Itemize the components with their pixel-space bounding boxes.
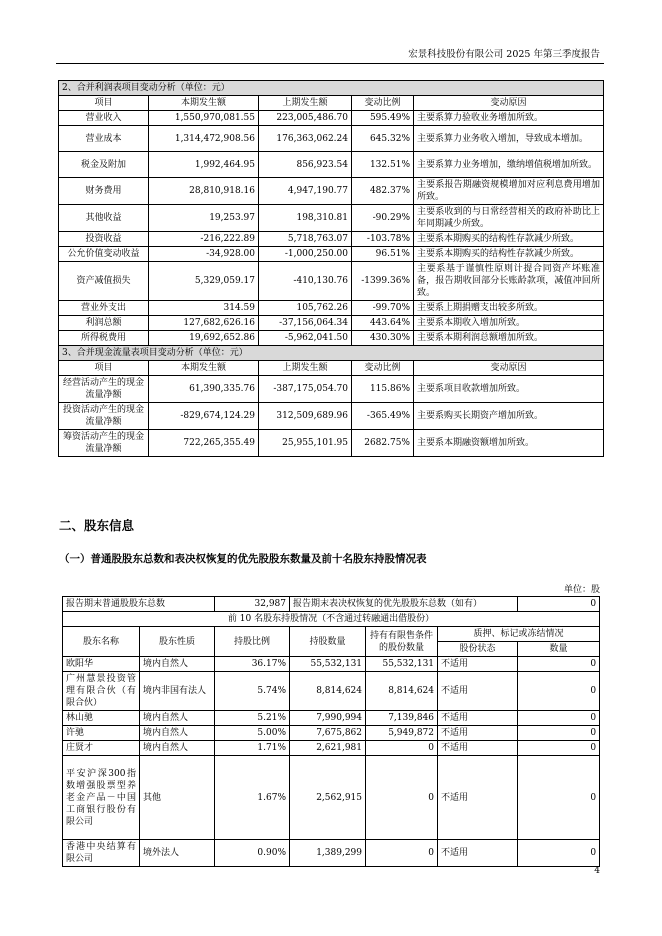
pledge-amount-cell: 0	[518, 672, 600, 711]
column-header: 数量	[518, 642, 600, 657]
change-ratio-cell: -99.70%	[352, 301, 414, 316]
prior-amount-cell: 198,310.81	[259, 205, 352, 232]
prior-amount-cell: -387,175,054.70	[259, 376, 352, 403]
reason-cell: 主要系上期捐赠支出较多所致。	[414, 301, 604, 316]
unit-label: 单位：股	[563, 585, 600, 595]
item-cell: 营业成本	[59, 126, 149, 152]
header-divider	[56, 63, 604, 64]
current-amount-cell: 19,253.97	[149, 205, 259, 232]
current-amount-cell: -829,674,124.29	[149, 403, 259, 430]
column-header: 上期发生额	[259, 361, 352, 376]
column-header: 股东名称	[63, 627, 140, 657]
item-cell: 资产减值损失	[59, 262, 149, 301]
report-header: 宏景科技股份有限公司 2025 年第三季度报告	[408, 49, 600, 60]
change-ratio-cell: -1399.36%	[352, 262, 414, 301]
shareholder-nature-cell: 境内自然人	[140, 711, 215, 726]
current-amount-cell: 1,550,970,081.55	[149, 111, 259, 126]
prior-amount-cell: 312,509,689.96	[259, 403, 352, 430]
item-cell: 其他收益	[59, 205, 149, 232]
shareholder-name-cell: 林山驰	[63, 711, 140, 726]
pledge-status-cell: 不适用	[438, 756, 518, 840]
reason-cell: 主要系基于谨慎性原则计提合同资产坏账准备，报告期收回部分长账龄款项，减值冲回所致。	[414, 262, 604, 301]
column-header: 上期发生额	[259, 96, 352, 111]
current-amount-cell: 19,692,652.86	[149, 331, 259, 346]
change-ratio-cell: 115.86%	[352, 376, 414, 403]
shareholder-subtitle: （一）普通股股东总数和表决权恢复的优先股股东数量及前十名股东持股情况表	[59, 553, 427, 565]
shareholder-name-cell: 欧阳华	[63, 657, 140, 672]
table-row	[59, 178, 604, 205]
current-amount-cell: 1,992,464.95	[149, 152, 259, 178]
change-ratio-cell: 430.30%	[352, 331, 414, 346]
shareholder-nature-cell: 境内非国有法人	[140, 672, 215, 711]
change-ratio-cell: 443.64%	[352, 316, 414, 331]
holding-ratio-cell: 0.90%	[215, 840, 290, 867]
current-amount-cell: 722,265,355.49	[149, 430, 259, 457]
shareholder-name-cell: 广州慧景投资管理有限合伙（有限合伙）	[63, 672, 140, 711]
table-row	[59, 430, 604, 457]
shareholder-name-cell: 许驰	[63, 726, 140, 741]
pledge-amount-cell: 0	[518, 726, 600, 741]
prior-amount-cell: 105,762.26	[259, 301, 352, 316]
shareholder-nature-cell: 境内自然人	[140, 741, 215, 756]
reason-cell: 主要系本期融资额增加所致。	[414, 430, 604, 457]
table-row	[59, 152, 604, 178]
change-ratio-cell: -103.78%	[352, 232, 414, 247]
prior-amount-cell: -410,130.76	[259, 262, 352, 301]
reason-cell: 主要系本期购买的结构性存款减少所致。	[414, 232, 604, 247]
prior-amount-cell: 176,363,062.24	[259, 126, 352, 152]
holding-qty-cell: 7,990,994	[290, 711, 366, 726]
column-header: 项目	[59, 361, 149, 376]
prior-amount-cell: 25,955,101.95	[259, 430, 352, 457]
shareholder-row	[63, 657, 600, 672]
item-cell: 经营活动产生的现金流量净额	[59, 376, 149, 403]
pledge-status-cell: 不适用	[438, 726, 518, 741]
holding-qty-cell: 8,814,624	[290, 672, 366, 711]
restricted-qty-cell: 0	[366, 840, 438, 867]
income-section-title: 2、合并利润表项目变动分析（单位：元）	[59, 81, 604, 96]
shareholder-section-title: 二、股东信息	[59, 518, 135, 533]
item-cell: 投资收益	[59, 232, 149, 247]
table-row	[59, 403, 604, 430]
shareholder-row	[63, 726, 600, 741]
holding-qty-cell: 55,532,131	[290, 657, 366, 672]
restricted-qty-cell: 5,949,872	[366, 726, 438, 741]
prior-amount-cell: -5,962,041.50	[259, 331, 352, 346]
table-row	[59, 126, 604, 152]
item-cell: 税金及附加	[59, 152, 149, 178]
change-ratio-cell: 2682.75%	[352, 430, 414, 457]
reason-cell: 主要系算力验收业务增加所致。	[414, 111, 604, 126]
shareholder-row	[63, 756, 600, 840]
table-row	[59, 376, 604, 403]
column-header: 项目	[59, 96, 149, 111]
shareholder-nature-cell: 境内自然人	[140, 657, 215, 672]
restricted-qty-cell: 55,532,131	[366, 657, 438, 672]
table-row	[59, 331, 604, 346]
column-header: 本期发生额	[149, 96, 259, 111]
column-header: 变动原因	[414, 96, 604, 111]
shareholder-row	[63, 672, 600, 711]
holding-qty-cell: 2,621,981	[290, 741, 366, 756]
table-row	[59, 316, 604, 331]
reason-cell: 主要系本期购买的结构性存款减少所致。	[414, 247, 604, 262]
current-amount-cell: 5,329,059.17	[149, 262, 259, 301]
pref-shareholders-label: 报告期末表决权恢复的优先股股东总数（如有）	[290, 597, 518, 612]
reason-cell: 主要系算力业务收入增加，导致成本增加。	[414, 126, 604, 152]
income-header-row	[59, 96, 604, 111]
column-header: 股份状态	[438, 642, 518, 657]
restricted-qty-cell: 8,814,624	[366, 672, 438, 711]
total-shareholders-label: 报告期末普通股股东总数	[63, 597, 215, 612]
item-cell: 所得税费用	[59, 331, 149, 346]
table-row	[59, 247, 604, 262]
shareholder-table	[62, 596, 600, 867]
holding-qty-cell: 1,389,299	[290, 840, 366, 867]
table-row	[59, 262, 604, 301]
holding-ratio-cell: 5.21%	[215, 711, 290, 726]
change-ratio-cell: 132.51%	[352, 152, 414, 178]
current-amount-cell: 61,390,335.76	[149, 376, 259, 403]
item-cell: 营业收入	[59, 111, 149, 126]
shareholder-name-cell: 庄贤才	[63, 741, 140, 756]
reason-cell: 主要系项目收款增加所致。	[414, 376, 604, 403]
reason-cell: 主要系购买长期资产增加所致。	[414, 403, 604, 430]
change-ratio-cell: 645.32%	[352, 126, 414, 152]
shareholder-row	[63, 711, 600, 726]
change-ratio-cell: 595.49%	[352, 111, 414, 126]
prior-amount-cell: 4,947,190.77	[259, 178, 352, 205]
current-amount-cell: -34,928.00	[149, 247, 259, 262]
column-header: 股东性质	[140, 627, 215, 657]
holding-ratio-cell: 5.00%	[215, 726, 290, 741]
reason-cell: 主要系本期收入增加所致。	[414, 316, 604, 331]
change-analysis-table	[58, 80, 604, 457]
pledge-amount-cell: 0	[518, 840, 600, 867]
column-header: 本期发生额	[149, 361, 259, 376]
column-header: 持有有限售条件的股份数量	[366, 627, 438, 657]
total-shareholders-value: 32,987	[215, 597, 290, 612]
current-amount-cell: -216,222.89	[149, 232, 259, 247]
restricted-qty-cell: 0	[366, 741, 438, 756]
pledge-amount-cell: 0	[518, 711, 600, 726]
reason-cell: 主要系收到的与日常经营相关的政府补助比上年同期减少所致。	[414, 205, 604, 232]
shareholder-name-cell: 平安沪深300指数增强股票型养老金产品－中国工商银行股份有限公司	[63, 756, 140, 840]
change-ratio-cell: 482.37%	[352, 178, 414, 205]
item-cell: 营业外支出	[59, 301, 149, 316]
reason-cell: 主要系算力业务增加，缴纳增值税增加所致。	[414, 152, 604, 178]
shareholder-nature-cell: 境外法人	[140, 840, 215, 867]
pledge-amount-cell: 0	[518, 657, 600, 672]
reason-cell: 主要系报告期融资规模增加对应利息费用增加所致。	[414, 178, 604, 205]
current-amount-cell: 127,682,626.16	[149, 316, 259, 331]
pledge-amount-cell: 0	[518, 741, 600, 756]
holding-ratio-cell: 1.67%	[215, 756, 290, 840]
pledge-status-cell: 不适用	[438, 711, 518, 726]
prior-amount-cell: 5,718,763.07	[259, 232, 352, 247]
change-ratio-cell: -365.49%	[352, 403, 414, 430]
shareholder-nature-cell: 境内自然人	[140, 726, 215, 741]
pledge-amount-cell: 0	[518, 756, 600, 840]
column-header: 变动比例	[352, 361, 414, 376]
holding-ratio-cell: 5.74%	[215, 672, 290, 711]
change-ratio-cell: -90.29%	[352, 205, 414, 232]
change-ratio-cell: 96.51%	[352, 247, 414, 262]
prior-amount-cell: 856,923.54	[259, 152, 352, 178]
holding-qty-cell: 2,562,915	[290, 756, 366, 840]
prior-amount-cell: 223,005,486.70	[259, 111, 352, 126]
table-row	[59, 205, 604, 232]
column-header: 质押、标记或冻结情况	[438, 627, 600, 642]
prior-amount-cell: -37,156,064.34	[259, 316, 352, 331]
restricted-qty-cell: 0	[366, 756, 438, 840]
cashflow-header-row	[59, 361, 604, 376]
shareholder-name-cell: 香港中央结算有限公司	[63, 840, 140, 867]
shareholder-nature-cell: 其他	[140, 756, 215, 840]
current-amount-cell: 314.59	[149, 301, 259, 316]
holding-ratio-cell: 1.71%	[215, 741, 290, 756]
page-number: 4	[594, 866, 600, 876]
pledge-status-cell: 不适用	[438, 840, 518, 867]
table-row	[59, 232, 604, 247]
cashflow-section-title: 3、合并现金流量表项目变动分析（单位：元）	[59, 346, 604, 361]
current-amount-cell: 28,810,918.16	[149, 178, 259, 205]
table-row	[59, 301, 604, 316]
shareholder-row	[63, 840, 600, 867]
holding-ratio-cell: 36.17%	[215, 657, 290, 672]
item-cell: 筹资活动产生的现金流量净额	[59, 430, 149, 457]
pledge-status-cell: 不适用	[438, 741, 518, 756]
shareholder-row	[63, 741, 600, 756]
table-row	[59, 111, 604, 126]
item-cell: 投资活动产生的现金流量净额	[59, 403, 149, 430]
holding-qty-cell: 7,675,862	[290, 726, 366, 741]
column-header: 持股比例	[215, 627, 290, 657]
column-header: 变动原因	[414, 361, 604, 376]
restricted-qty-cell: 7,139,846	[366, 711, 438, 726]
pref-shareholders-value: 0	[518, 597, 600, 612]
prior-amount-cell: -1,000,250.00	[259, 247, 352, 262]
item-cell: 公允价值变动收益	[59, 247, 149, 262]
current-amount-cell: 1,314,472,908.56	[149, 126, 259, 152]
column-header: 持股数量	[290, 627, 366, 657]
pledge-status-cell: 不适用	[438, 657, 518, 672]
item-cell: 利润总额	[59, 316, 149, 331]
pledge-status-cell: 不适用	[438, 672, 518, 711]
item-cell: 财务费用	[59, 178, 149, 205]
column-header: 变动比例	[352, 96, 414, 111]
top10-title: 前 10 名股东持股情况（不含通过转融通出借股份）	[63, 612, 600, 627]
reason-cell: 主要系本期利润总额增加所致。	[414, 331, 604, 346]
